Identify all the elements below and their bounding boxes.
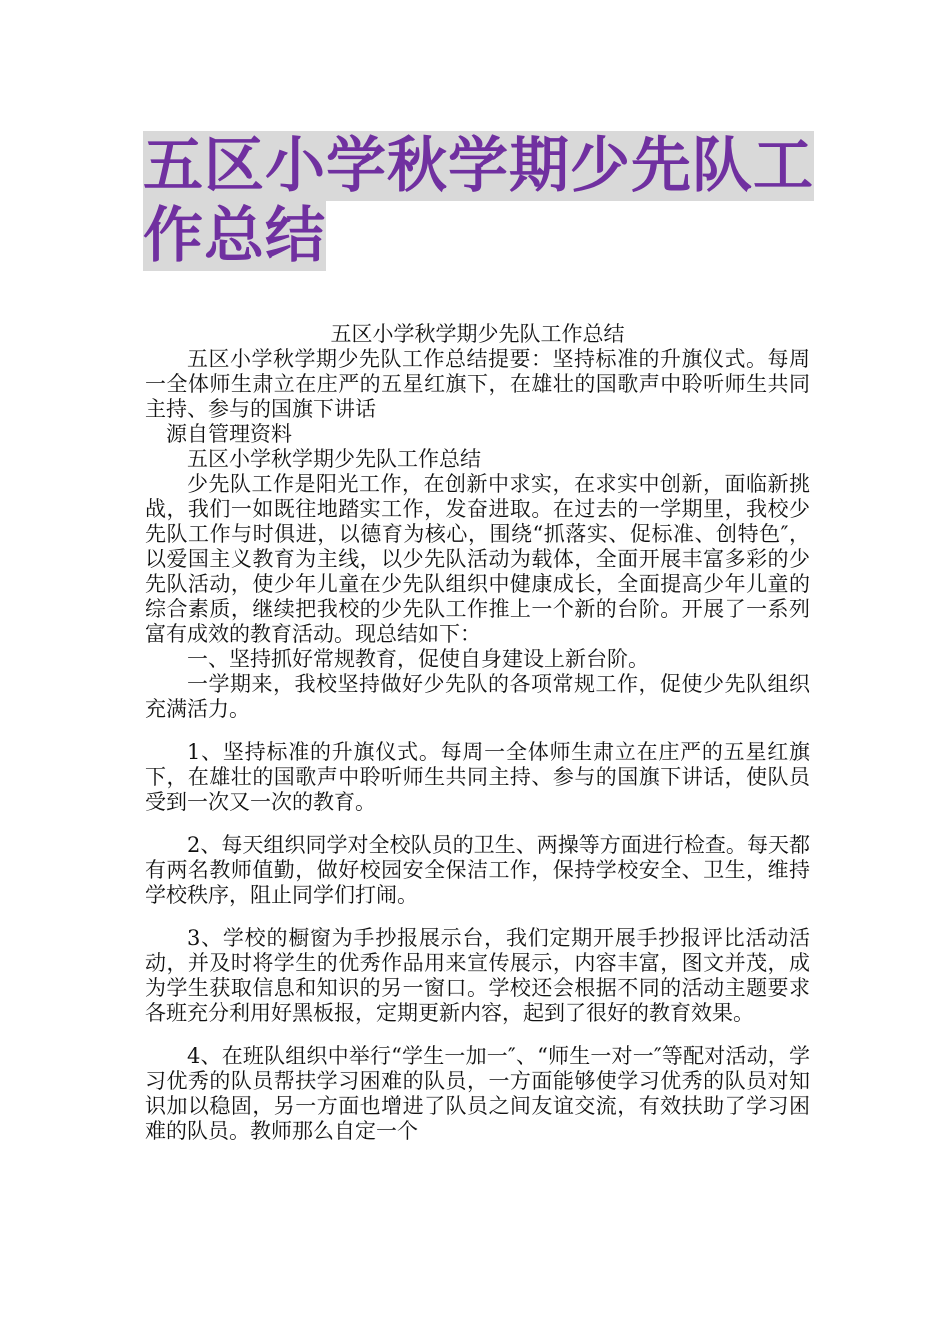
item-paragraph-2: 2、每天组织同学对全校队员的卫生、两操等方面进行检查。每天都有两名教师值勤，做好校园安全保洁工作，保持学校安全、卫生，维持学校秩序，阻止同学们打闹。	[145, 833, 810, 907]
subtitle-paragraph: 五区小学秋学期少先队工作总结	[330, 322, 625, 346]
intro-paragraph: 少先队工作是阳光工作，在创新中求实，在求实中创新，面临新挑战，我们一如既往地踏实工作，发奋进取。在过去的一学期里，我校少先队工作与时俱进，以德育为核心，围绕“抓落实、促标准、创特色″，以爱国主义教育为主线，以少先队活动为载体，全面开展丰富多彩的少先队活动，使少年儿童在少先队组织中健康成长，全面提高少年儿童的综合素质，继续把我校的少先队工作推上一个新的台阶。开展了一系列富有成效的教育活动。现总结如下：	[145, 472, 810, 646]
item-paragraph-4: 4、在班队组织中举行“学生一加一″、“师生一对一″等配对活动，学习优秀的队员帮扶学习困难的队员，一方面能够使学习优秀的队员对知识加以稳固，另一方面也增进了队员之间友谊交流，有效扶助了学习困难的队员。教师那么自定一个	[145, 1044, 810, 1143]
section-heading-1: 一、坚持抓好常规教育，促使自身建设上新台阶。	[187, 647, 649, 671]
document-body	[145, 322, 810, 1144]
summary-paragraph: 五区小学秋学期少先队工作总结提要：坚持标准的升旗仪式。每周一全体师生肃立在庄严的五星红旗下，在雄壮的国歌声中聆听师生共同主持、参与的国旗下讲话	[145, 347, 810, 421]
heading-paragraph: 五区小学秋学期少先队工作总结	[187, 447, 481, 471]
document-title	[143, 131, 823, 271]
source-paragraph: 源自管理资料	[166, 422, 292, 446]
section-intro-paragraph: 一学期来，我校坚持做好少先队的各项常规工作，促使少先队组织充满活力。	[145, 672, 810, 721]
item-paragraph-1: 1、坚持标准的升旗仪式。每周一全体师生肃立在庄严的五星红旗下，在雄壮的国歌声中聆听师生共同主持、参与的国旗下讲话，使队员受到一次又一次的教育。	[145, 740, 810, 814]
item-paragraph-3: 3、学校的橱窗为手抄报展示台，我们定期开展手抄报评比活动活动，并及时将学生的优秀作品用来宣传展示，内容丰富，图文并茂，成为学生获取信息和知识的另一窗口。学校还会根据不同的活动主题要求各班充分利用好黑板报，定期更新内容，起到了很好的教育效果。	[145, 926, 810, 1025]
title-highlight: 五区小学秋学期少先队工作总结	[143, 131, 814, 271]
